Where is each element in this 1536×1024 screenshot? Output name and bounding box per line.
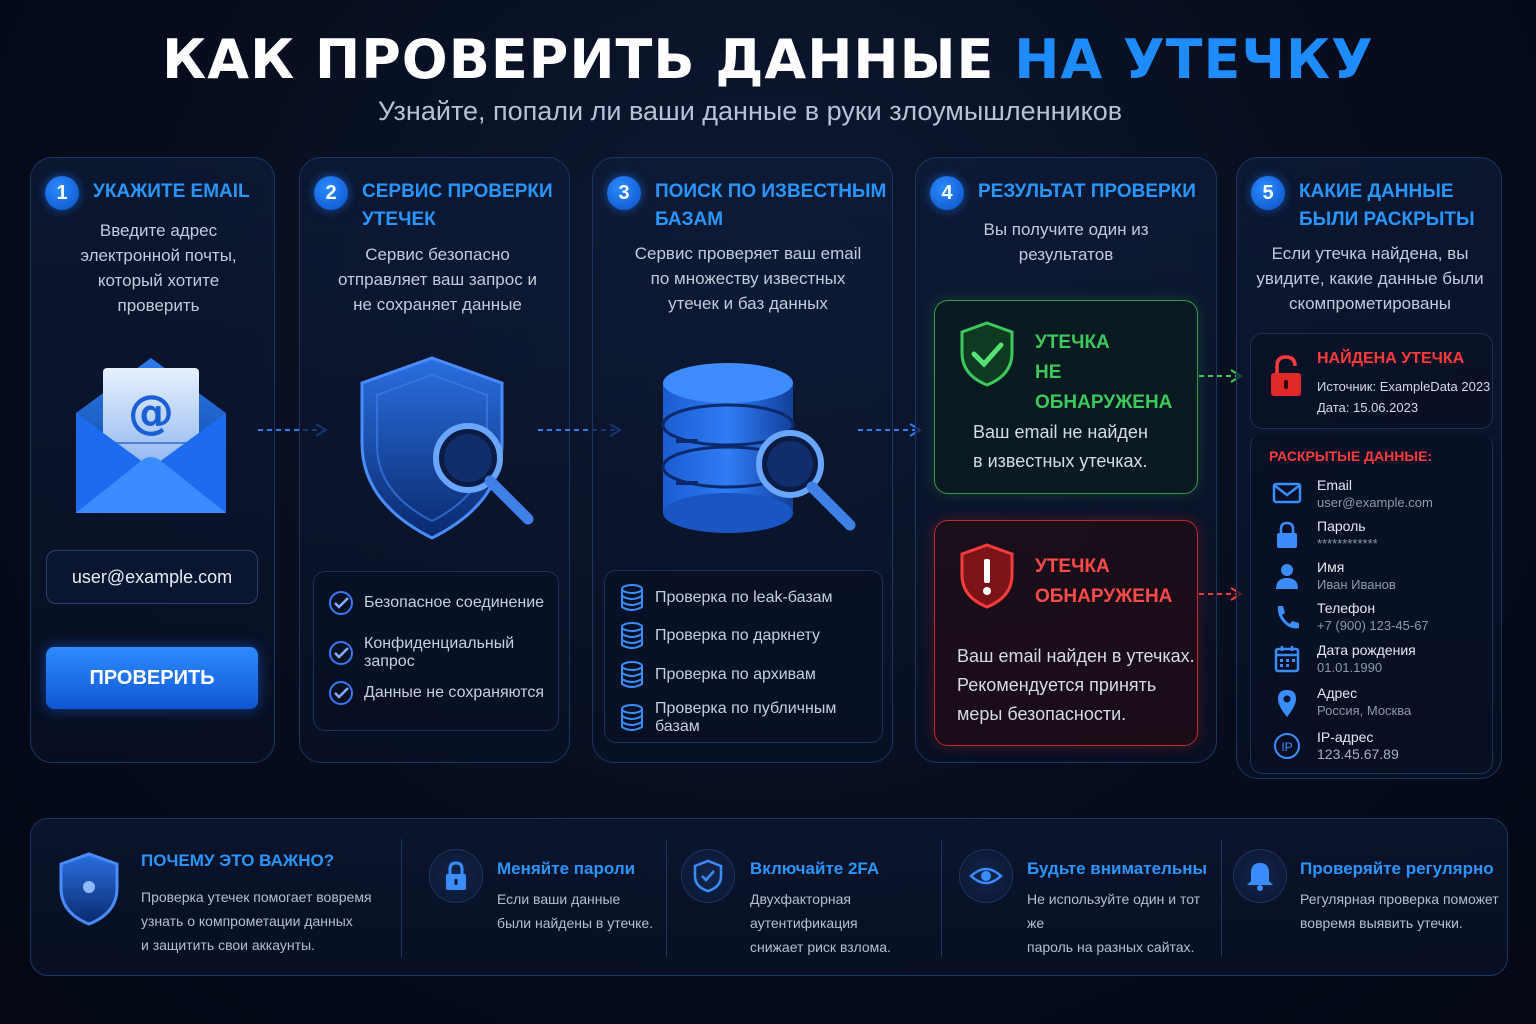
envelope-at-icon xyxy=(71,353,231,518)
shield-alert-icon xyxy=(959,543,1015,609)
list-item xyxy=(619,700,882,736)
result-title-line: ОБНАРУЖЕНА xyxy=(1035,586,1173,607)
tip-be-careful xyxy=(941,819,1221,977)
step-header xyxy=(1251,176,1499,234)
shield-check-icon xyxy=(681,849,735,903)
step-card-3 xyxy=(592,157,893,763)
why-text-line: узнать о компрометации данных xyxy=(141,913,353,929)
exposed-item xyxy=(1271,729,1399,763)
step-card-4 xyxy=(915,157,1217,763)
tip-text-line: Двухфакторная аутентификация xyxy=(750,891,858,931)
step-number: 3 xyxy=(607,176,641,210)
tip-title: Будьте внимательны xyxy=(1027,859,1208,878)
step-description: Вы получите один из результатов xyxy=(983,220,1149,264)
exposed-label: Дата рождения xyxy=(1317,642,1416,658)
database-icon xyxy=(619,704,645,732)
database-search-icon xyxy=(658,361,863,536)
page-title xyxy=(0,28,1536,91)
exposed-data-title: РАСКРЫТЫЕ ДАННЫЕ: xyxy=(1269,448,1433,464)
check-button[interactable]: ПРОВЕРИТЬ xyxy=(46,647,258,709)
tip-text-line: Регулярная проверка поможет xyxy=(1300,891,1499,907)
security-checklist xyxy=(313,571,559,731)
eye-icon xyxy=(959,849,1013,903)
phone-icon xyxy=(1271,602,1303,632)
database-icon xyxy=(619,584,645,612)
result-leak-found xyxy=(934,520,1198,746)
exposed-value: 01.01.1990 xyxy=(1317,660,1383,675)
step-title: УКАЖИТЕ EMAIL xyxy=(93,181,250,202)
result-text xyxy=(957,642,1195,729)
exposed-item xyxy=(1271,685,1411,719)
exposed-value: user@example.com xyxy=(1317,495,1433,510)
lock-open-icon xyxy=(1269,354,1303,398)
exposed-value: Иван Иванов xyxy=(1317,577,1396,592)
exposed-label: Имя xyxy=(1317,559,1345,575)
leak-date: Дата: 15.06.2023 xyxy=(1317,400,1419,415)
exposed-item xyxy=(1271,600,1429,634)
check-label: Конфиденциальный запрос xyxy=(364,635,515,670)
exposed-value: ************ xyxy=(1317,536,1378,551)
exposed-label: Email xyxy=(1317,477,1353,493)
exposed-label: Телефон xyxy=(1317,600,1376,616)
tip-text xyxy=(1027,887,1221,959)
exposed-label: IP-адрес xyxy=(1317,729,1374,745)
tip-text-line: пароль на разных сайтах. xyxy=(1027,939,1195,955)
exposed-label: Адрес xyxy=(1317,685,1358,701)
step-header xyxy=(607,176,895,234)
tip-title: Проверяйте регулярно xyxy=(1300,859,1494,878)
exposed-data-box xyxy=(1250,434,1493,774)
user-icon xyxy=(1271,561,1303,591)
why-title: ПОЧЕМУ ЭТО ВАЖНО? xyxy=(141,851,335,870)
result-text-line: Ваш email найден в утечках. xyxy=(957,646,1195,666)
lock-icon xyxy=(429,849,483,903)
result-title xyxy=(1035,552,1172,612)
shield-check-icon xyxy=(959,321,1015,387)
step-card-5 xyxy=(1236,157,1502,779)
check-label: Данные не сохраняются xyxy=(364,684,545,701)
step-description: Если утечка найдена, вы увидите, какие данные были скомпрометированы xyxy=(1256,244,1484,313)
result-no-leak xyxy=(934,300,1198,494)
source-label: Проверка по leak-базам xyxy=(655,589,833,606)
tip-text-line: вовремя выявить утечки. xyxy=(1300,915,1463,931)
tip-text-line: снижает риск взлома. xyxy=(750,939,891,955)
bell-icon xyxy=(1233,849,1287,903)
ip-icon xyxy=(1271,731,1303,761)
source-label: Проверка по архивам xyxy=(655,666,816,683)
shield-icon xyxy=(57,851,121,927)
step-title: СЕРВИС ПРОВЕРКИ УТЕЧЕК xyxy=(362,181,553,230)
result-text-line: Рекомендуется принять xyxy=(957,675,1157,695)
tip-change-passwords xyxy=(401,819,666,977)
leak-found-title: НАЙДЕНА УТЕЧКА xyxy=(1317,350,1465,367)
result-title-line: НЕ ОБНАРУЖЕНА xyxy=(1035,362,1173,413)
location-icon xyxy=(1271,687,1303,719)
mail-icon xyxy=(1271,479,1303,507)
tip-text xyxy=(1300,887,1499,935)
check-label: Безопасное соединение xyxy=(364,594,545,611)
step-description: Введите адрес электронной почты, который хотите проверить xyxy=(80,221,237,315)
step-title: РЕЗУЛЬТАТ ПРОВЕРКИ xyxy=(978,181,1196,202)
list-item xyxy=(619,584,833,612)
tip-check-regularly xyxy=(1221,819,1509,977)
tip-enable-2fa xyxy=(666,819,941,977)
exposed-value: Россия, Москва xyxy=(1317,703,1412,718)
step-description: Сервис безопасно отправляет ваш запрос и не сохраняет данные xyxy=(338,245,537,314)
step-description: Сервис проверяет ваш email по множеству известных утечек и баз данных xyxy=(634,244,862,313)
list-item xyxy=(328,635,558,671)
step-card-1 xyxy=(30,157,275,763)
step-card-2 xyxy=(299,157,570,763)
tip-text-line: Если ваши данные xyxy=(497,891,621,907)
list-item xyxy=(619,661,816,689)
page-subtitle: Узнайте, попали ли ваши данные в руки злоумышленников xyxy=(377,96,1123,126)
result-text-line: в известных утечках. xyxy=(973,451,1148,471)
tip-title: Включайте 2FA xyxy=(750,859,880,878)
result-title xyxy=(1035,328,1197,418)
title-main: КАК ПРОВЕРИТЬ ДАННЫЕ xyxy=(162,28,995,91)
tip-text-line: Не используйте один и тот же xyxy=(1027,891,1201,931)
exposed-item xyxy=(1271,559,1396,593)
check-icon xyxy=(328,640,354,666)
list-item xyxy=(328,680,544,706)
source-label: Проверка по публичным базам xyxy=(655,700,837,735)
result-text-line: меры безопасности. xyxy=(957,704,1127,724)
check-icon xyxy=(328,590,354,616)
search-sources-list xyxy=(604,570,883,743)
step-number: 4 xyxy=(930,176,964,210)
lock-icon xyxy=(1271,520,1303,550)
email-input[interactable]: user@example.com xyxy=(46,550,258,604)
step-number: 1 xyxy=(45,176,79,210)
exposed-item xyxy=(1271,518,1378,552)
tip-text xyxy=(497,887,653,935)
leak-found-box xyxy=(1250,333,1493,429)
tips-panel xyxy=(30,818,1508,976)
tip-title: Меняйте пароли xyxy=(497,859,636,878)
why-text-line: Проверка утечек помогает вовремя xyxy=(141,889,372,905)
list-item xyxy=(619,622,820,650)
source-label: Проверка по даркнету xyxy=(655,627,820,644)
tip-text-line: были найдены в утечке. xyxy=(497,915,654,931)
tip-text xyxy=(750,887,941,959)
title-accent: НА УТЕЧКУ xyxy=(1014,28,1374,91)
step-number: 2 xyxy=(314,176,348,210)
exposed-value: 123.45.67.89 xyxy=(1317,746,1399,762)
leak-source: Источник: ExampleData 2023 xyxy=(1317,379,1491,394)
step-title: КАКИЕ ДАННЫЕ БЫЛИ РАСКРЫТЫ xyxy=(1299,181,1475,230)
exposed-label: Пароль xyxy=(1317,518,1366,534)
step-header xyxy=(930,176,1218,210)
result-text-line: Ваш email не найден xyxy=(973,422,1148,442)
database-icon xyxy=(619,661,645,689)
result-title-line: УТЕЧКА xyxy=(1035,556,1110,577)
exposed-item xyxy=(1271,642,1416,676)
why-text xyxy=(141,885,372,957)
list-item xyxy=(328,590,544,616)
step-header xyxy=(45,176,263,210)
svg-text:@: @ xyxy=(128,385,174,439)
step-number: 5 xyxy=(1251,176,1285,210)
result-title-line: УТЕЧКА xyxy=(1035,332,1110,353)
exposed-value: +7 (900) 123-45-67 xyxy=(1317,618,1429,633)
step-title: ПОИСК ПО ИЗВЕСТНЫМ БАЗАМ xyxy=(655,181,887,230)
check-icon xyxy=(328,680,354,706)
database-icon xyxy=(619,622,645,650)
exposed-item xyxy=(1271,477,1433,511)
why-text-line: и защитить свои аккаунты. xyxy=(141,937,315,953)
shield-search-icon xyxy=(352,353,542,543)
why-important-section xyxy=(31,819,401,977)
result-text xyxy=(973,418,1148,476)
calendar-icon xyxy=(1271,644,1303,674)
svg-text:IP: IP xyxy=(1281,740,1293,754)
step-header xyxy=(314,176,562,234)
